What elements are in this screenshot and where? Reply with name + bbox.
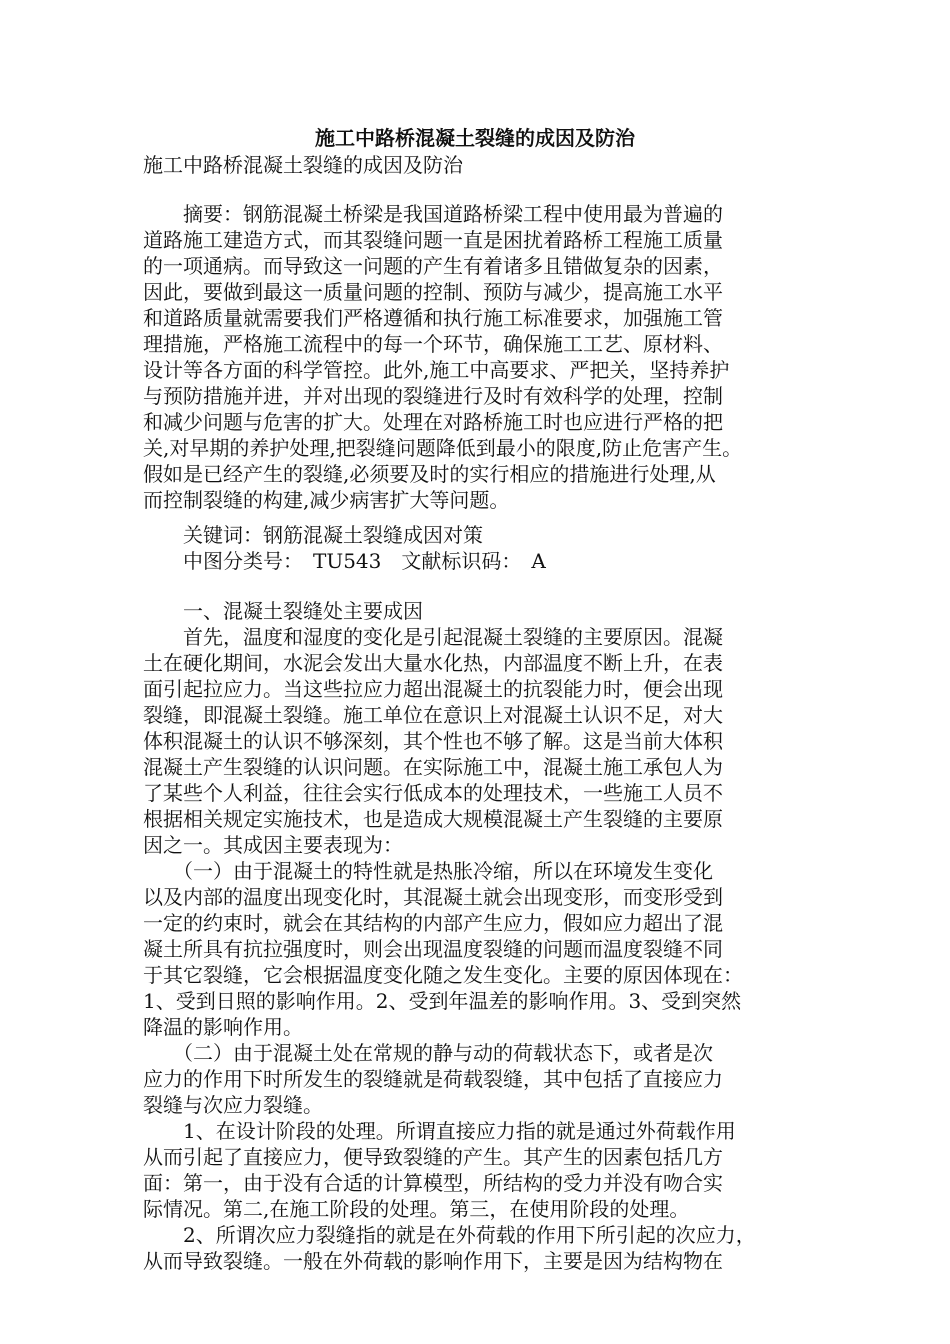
classification-line: 中图分类号： TU543 文献标识码： A — [143, 549, 546, 573]
body-line: （一）由于混凝土的特性就是热胀冷缩，所以在环境发生变化 — [143, 859, 713, 883]
body-line: 面引起拉应力。当这些拉应力超出混凝土的抗裂能力时，便会出现 — [143, 677, 723, 701]
document-subtitle: 施工中路桥混凝土裂缝的成因及防治 — [143, 153, 463, 177]
body-line: 以及内部的温度出现变化时，其混凝土就会出现变形，而变形受到 — [143, 885, 723, 909]
body-line: 1、在设计阶段的处理。所谓直接应力指的就是通过外荷载作用 — [143, 1119, 736, 1143]
abstract-line: 摘要：钢筋混凝土桥梁是我国道路桥梁工程中使用最为普遍的 — [143, 202, 723, 226]
abstract-line: 假如是已经产生的裂缝,必须要及时的实行相应的措施进行处理,从 — [143, 462, 716, 486]
body-line: 际情况。第二,在施工阶段的处理。第三，在使用阶段的处理。 — [143, 1197, 690, 1221]
abstract-line: 而控制裂缝的构建,减少病害扩大等问题。 — [143, 488, 510, 512]
body-section — [143, 598, 823, 1274]
keywords-line: 关键词：钢筋混凝土裂缝成因对策 — [143, 523, 483, 547]
body-line: 凝土所具有抗拉强度时，则会出现温度裂缝的问题而温度裂缝不同 — [143, 937, 723, 961]
body-line: 从而引起了直接应力，便导致裂缝的产生。其产生的因素包括几方 — [143, 1145, 723, 1169]
document-title: 施工中路桥混凝土裂缝的成因及防治 — [315, 126, 635, 150]
body-line: 于其它裂缝，它会根据温度变化随之发生变化。主要的原因体现在： — [143, 963, 743, 987]
abstract-line: 设计等各方面的科学管控。此外,施工中高要求、严把关，坚持养护 — [143, 358, 730, 382]
body-line: （二）由于混凝土处在常规的静与动的荷载状态下，或者是次 — [143, 1041, 713, 1065]
body-line: 裂缝与次应力裂缝。 — [143, 1093, 323, 1117]
body-line: 裂缝，即混凝土裂缝。施工单位在意识上对混凝土认识不足，对大 — [143, 703, 723, 727]
abstract-line: 理措施，严格施工流程中的每一个环节，确保施工工艺、原材料、 — [143, 332, 723, 356]
section-heading: 一、混凝土裂缝处主要成因 — [143, 599, 423, 623]
abstract-line: 道路施工建造方式，而其裂缝问题一直是困扰着路桥工程施工质量 — [143, 228, 723, 252]
body-line: 混凝土产生裂缝的认识问题。在实际施工中，混凝土施工承包人为 — [143, 755, 723, 779]
body-line: 1、受到日照的影响作用。2、受到年温差的影响作用。3、受到突然 — [143, 989, 742, 1013]
abstract-line: 与预防措施并进，并对出现的裂缝进行及时有效科学的处理，控制 — [143, 384, 723, 408]
keywords-section — [143, 522, 823, 574]
body-line: 首先，温度和湿度的变化是引起混凝土裂缝的主要原因。混凝 — [143, 625, 723, 649]
body-line: 土在硬化期间，水泥会发出大量水化热，内部温度不断上升，在表 — [143, 651, 723, 675]
abstract-line: 的一项通病。而导致这一问题的产生有着诸多且错做复杂的因素， — [143, 254, 723, 278]
body-line: 应力的作用下时所发生的裂缝就是荷载裂缝，其中包括了直接应力 — [143, 1067, 723, 1091]
abstract-line: 和减少问题与危害的扩大。处理在对路桥施工时也应进行严格的把 — [143, 410, 723, 434]
body-line: 因之一。其成因主要表现为： — [143, 833, 403, 857]
body-line: 一定的约束时，就会在其结构的内部产生应力，假如应力超出了混 — [143, 911, 723, 935]
abstract-line: 和道路质量就需要我们严格遵循和执行施工标准要求，加强施工管 — [143, 306, 723, 330]
body-line: 根据相关规定实施技术，也是造成大规模混凝土产生裂缝的主要原 — [143, 807, 723, 831]
body-line: 了某些个人利益，往往会实行低成本的处理技术，一些施工人员不 — [143, 781, 723, 805]
body-line: 从而导致裂缝。一般在外荷载的影响作用下，主要是因为结构物在 — [143, 1249, 723, 1273]
body-line: 2、所谓次应力裂缝指的就是在外荷载的作用下所引起的次应力， — [143, 1223, 756, 1247]
abstract-line: 关,对早期的养护处理,把裂缝问题降低到最小的限度,防止危害产生。 — [143, 436, 743, 460]
abstract-line: 因此，要做到最这一质量问题的控制、预防与减少，提高施工水平 — [143, 280, 723, 304]
body-line: 降温的影响作用。 — [143, 1015, 303, 1039]
body-line: 面：第一，由于没有合适的计算模型，所结构的受力并没有吻合实 — [143, 1171, 723, 1195]
body-line: 体积混凝土的认识不够深刻，其个性也不够了解。这是当前大体积 — [143, 729, 723, 753]
abstract-section — [143, 201, 823, 513]
